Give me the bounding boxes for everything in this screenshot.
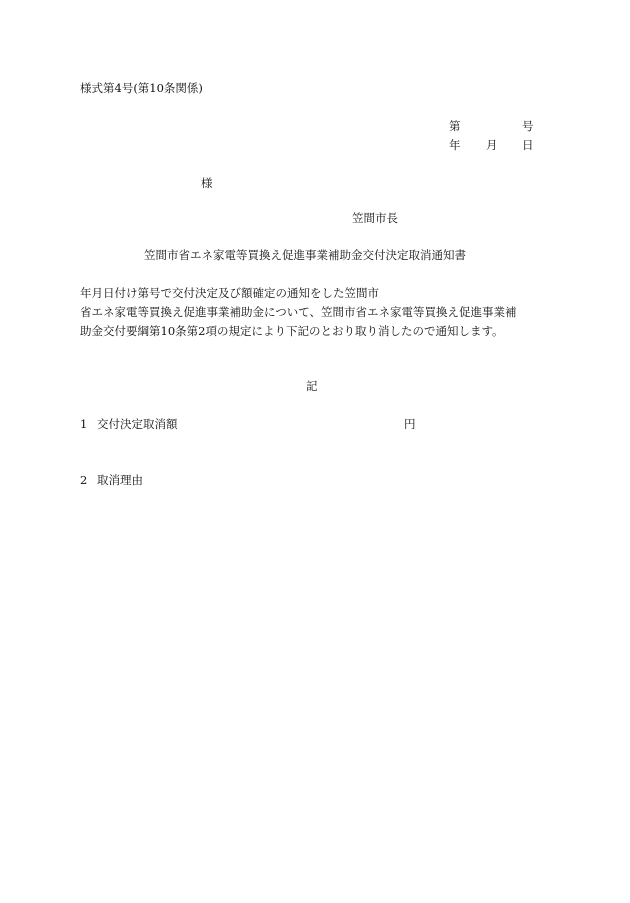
- issuer-name: 笠間市長: [352, 211, 398, 225]
- item-2-number: 2: [80, 473, 88, 487]
- item-2-label: 取消理由: [97, 473, 143, 487]
- notification-body: [80, 284, 550, 341]
- item-1-number: 1: [80, 417, 88, 431]
- item-1-label: 交付決定取消額: [97, 417, 178, 431]
- date-month: 月: [486, 138, 498, 152]
- body-line-2: 省エネ家電等買換え促進事業補助金について、笠間市省エネ家電等買換え促進事業補: [80, 305, 517, 319]
- body-line-3: 助金交付要綱第10条第2項の規定により下記のとおり取り消したので通知します。: [80, 324, 504, 338]
- body-year: 年: [80, 286, 92, 300]
- addressee-suffix: 様: [201, 176, 213, 190]
- body-number-prefix: 第: [137, 286, 149, 300]
- date-day: 日: [522, 138, 534, 152]
- body-dated: 日付け: [103, 286, 138, 300]
- document-title: 笠間市省エネ家電等買換え促進事業補助金交付決定取消通知書: [144, 248, 466, 262]
- body-line1-rest: 号で交付決定及び額確定の通知をした笠間市: [149, 286, 379, 300]
- number-suffix: 号: [522, 119, 534, 133]
- body-month: 月: [91, 286, 103, 300]
- body-line-1: [80, 284, 550, 303]
- form-label: 様式第4号(第10条関係): [80, 81, 203, 95]
- item-1-unit: 円: [404, 417, 416, 431]
- number-prefix: 第: [449, 119, 461, 133]
- date-year: 年: [449, 138, 461, 152]
- ki-heading: 記: [306, 379, 318, 393]
